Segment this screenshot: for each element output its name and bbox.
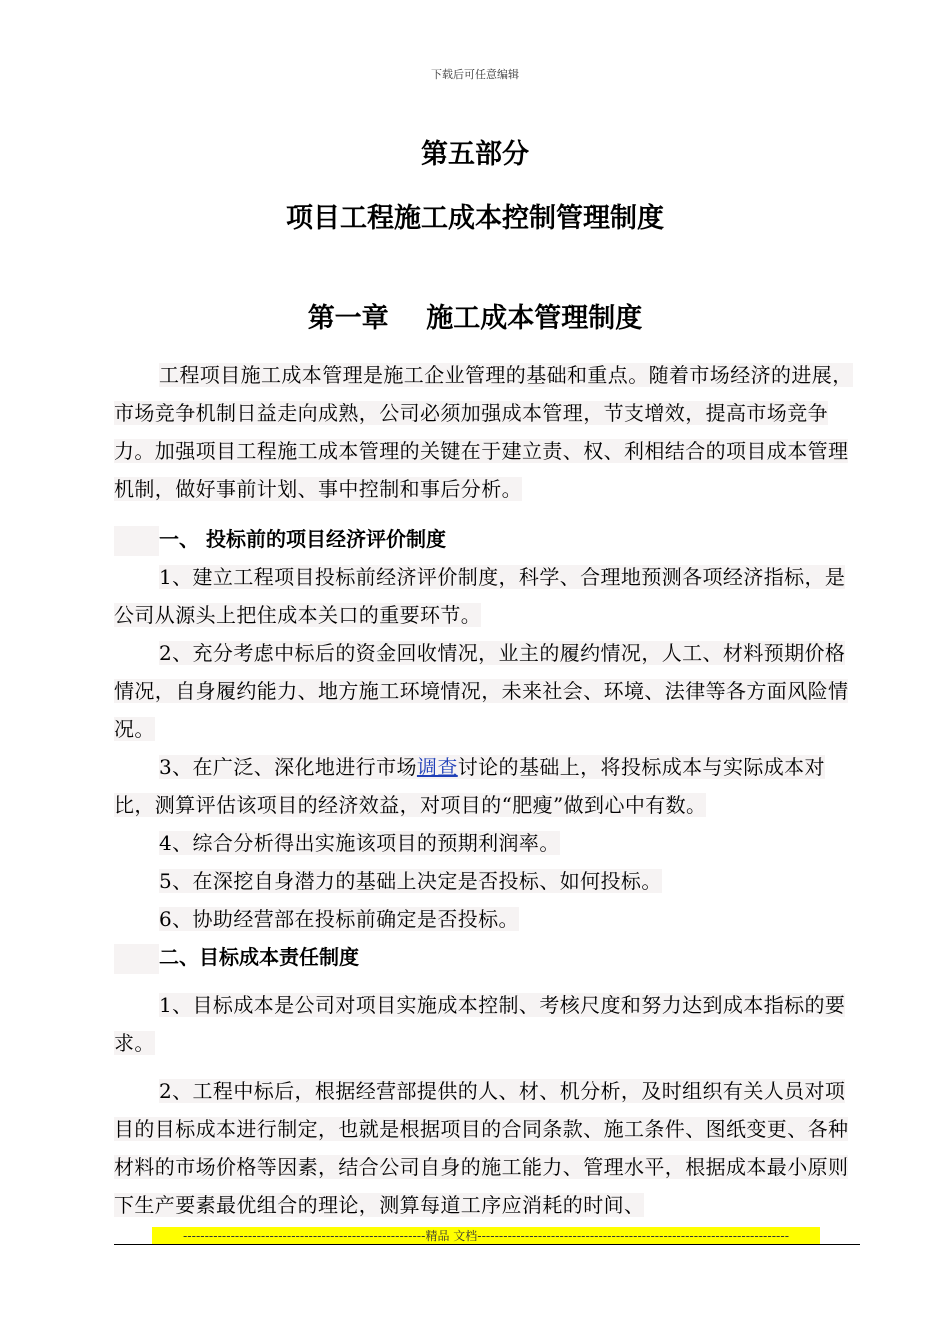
- header-note: 下载后可任意编辑: [431, 68, 519, 81]
- footer-divider: [114, 1244, 860, 1245]
- section-heading: 一、 投标前的项目经济评价制度: [114, 520, 854, 558]
- section2-item: 2、工程中标后，根据经营部提供的人、材、机分析，及时组织有关人员对项目的目标成本进行制定，也就是根据项目的合同条款、施工条件、图纸变更、各种材料的市场价格等因素，结合公司自身的施工能力、管理水平，根据成本最小原则下生产要素最优组合的理论，测算每道工序应消耗的时间、: [114, 1079, 849, 1217]
- footer-banner: --------------------------------------------------------精品 文档------------------------------------------------------------------------: [152, 1227, 820, 1245]
- intro-paragraph: 工程项目施工成本管理是施工企业管理的基础和重点。随着市场经济的进展，市场竞争机制日益走向成熟，公司必须加强成本管理，节支增效，提高市场竞争力。加强项目工程施工成本管理的关键在于建立责、权、利相结合的项目成本管理机制，做好事前计划、事中控制和事后分析。: [114, 363, 853, 501]
- section1-item: 2、充分考虑中标后的资金回收情况，业主的履约情况，人工、材料预期价格情况，自身履约能力、地方施工环境情况，未来社会、环境、法律等各方面风险情况。: [114, 641, 849, 741]
- document-title: 项目工程施工成本控制管理制度: [286, 203, 664, 234]
- survey-link[interactable]: 调查: [416, 755, 458, 779]
- section2-item: 1、目标成本是公司对项目实施成本控制、考核尺度和努力达到成本指标的要求。: [114, 993, 846, 1055]
- section1-item: 6、协助经营部在投标前确定是否投标。: [159, 907, 519, 931]
- section1-item: 3、在广泛、深化地进行市场调查讨论的基础上，将投标成本与实际成本对比，测算评估该项目的经济效益，对项目的“肥瘦”做到心中有数。: [114, 755, 825, 817]
- chapter-title: 第一章 施工成本管理制度: [307, 303, 643, 334]
- section1-item: 5、在深挖自身潜力的基础上决定是否投标、如何投标。: [159, 869, 662, 893]
- section-heading: 二、目标成本责任制度: [114, 938, 854, 976]
- part-title: 第五部分: [421, 139, 529, 170]
- document-body: [114, 356, 854, 1224]
- section1-item: 4、综合分析得出实施该项目的预期利润率。: [159, 831, 560, 855]
- section1-item: 1、建立工程项目投标前经济评价制度，科学、合理地预测各项经济指标，是公司从源头上把住成本关口的重要环节。: [114, 565, 846, 627]
